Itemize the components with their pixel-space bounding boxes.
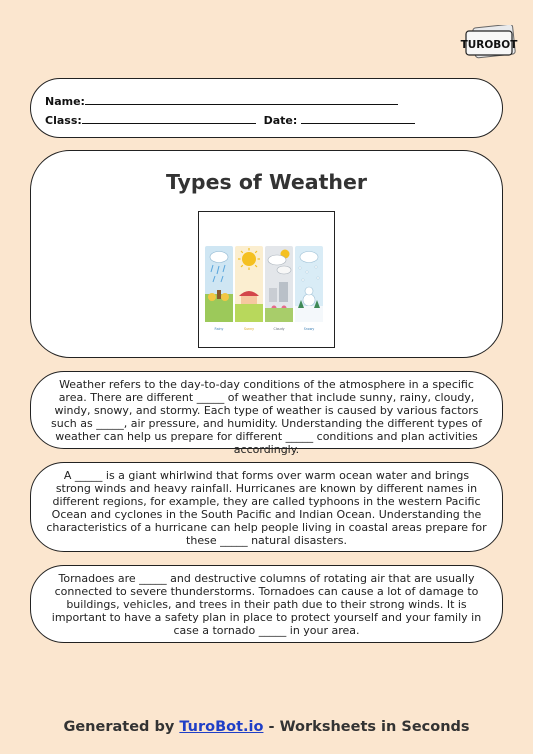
weather-illustration <box>198 211 335 348</box>
turobot-link[interactable]: TuroBot.io <box>179 719 264 735</box>
paragraph-card-2 <box>30 462 503 552</box>
date-label: Date: <box>263 114 298 127</box>
logo-text: TUROBOT <box>460 39 518 51</box>
turobot-logo <box>460 25 520 63</box>
paragraph-text-2: A _____ is a giant whirlwind that forms over warm ocean water and brings strong winds and heavy rainfall. Hurricanes are known by different names in different regions, for example, they are called typhoons in the western Pacific Ocean and cyclones in the South Pacific and Indian Ocean. Understanding the characteristics of a hurricane can help people living in coastal areas prepare for these _____ natural disasters. <box>46 469 487 547</box>
paragraph-text-1: Weather refers to the day-to-day conditions of the atmosphere in a specific area. There are different _____ of weather that include sunny, rainy, cloudy, windy, snowy, and stormy. Each type of weather is caused by various factors such as _____, air pressure, and humidity. Understanding the different types of weather can help us prepare for different _____ conditions and plan activities accordingly. <box>51 378 482 456</box>
date-field[interactable] <box>301 113 415 124</box>
name-field[interactable] <box>85 94 398 105</box>
paragraph-card-3 <box>30 565 503 643</box>
page-title: Types of Weather <box>166 170 367 194</box>
footer-suffix: - Worksheets in Seconds <box>263 719 470 735</box>
panel-label-rainy: Rainy <box>214 327 224 331</box>
panel-label-snowy: Snowy <box>303 327 315 331</box>
paragraph-text-3: Tornadoes are _____ and destructive columns of rotating air that are usually connected to severe thunderstorms. Tornadoes can cause a lot of damage to buildings, vehicles, and trees in their path due to their strong winds. It is important to have a safety plan in place to protect yourself and your family in case a tornado _____ in your area. <box>51 572 482 637</box>
name-line <box>45 94 398 108</box>
snowy-panel <box>295 246 323 322</box>
rainy-panel <box>205 246 233 322</box>
panel-label-sunny: Sunny <box>244 327 254 331</box>
sunny-panel <box>235 246 263 322</box>
paragraph-card-1 <box>30 371 503 456</box>
cloudy-panel <box>265 246 293 322</box>
name-label: Name: <box>45 95 85 108</box>
class-field[interactable] <box>82 113 256 124</box>
student-info-box <box>30 78 503 138</box>
class-label: Class: <box>45 114 82 127</box>
footer <box>0 719 533 735</box>
footer-prefix: Generated by <box>63 719 180 735</box>
panel-label-cloudy: Cloudy <box>273 327 285 331</box>
class-date-line <box>45 113 415 127</box>
